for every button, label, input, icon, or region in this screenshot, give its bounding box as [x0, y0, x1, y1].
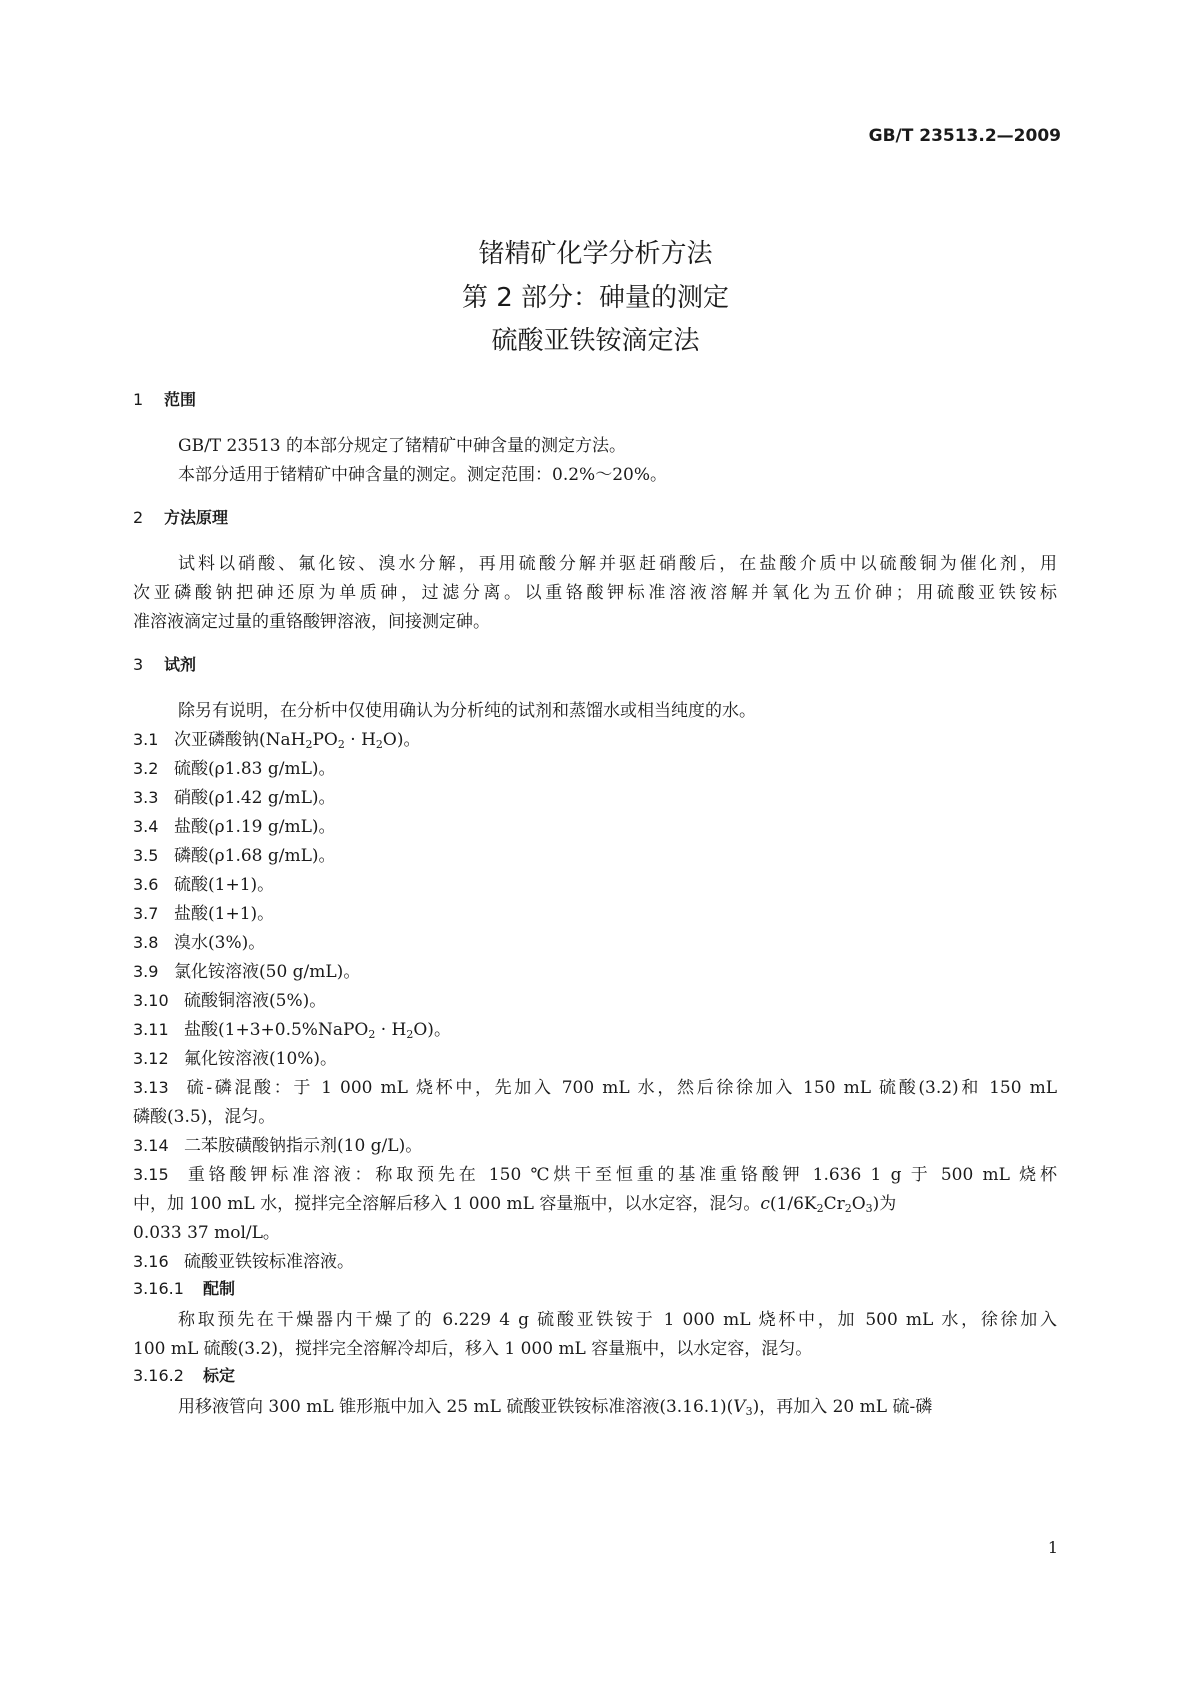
section-2-line-1: 试料以硝酸、氟化铵、溴水分解，再用硫酸分解并驱赶硝酸后，在盐酸介质中以硫酸铜为催化剂，用 — [178, 554, 1057, 574]
reagent-item: 3.7 盐酸(1+1)。 — [133, 904, 275, 924]
section-2-line-3: 准溶液滴定过量的重铬酸钾溶液，间接测定砷。 — [133, 612, 490, 632]
reagent-item: 3.2 硫酸(ρ1.83 g/mL)。 — [133, 759, 336, 779]
section-1-paragraph-1: GB/T 23513 的本部分规定了锗精矿中砷含量的测定方法。 — [178, 436, 627, 456]
document-title-line-2: 第 2 部分：砷量的测定 — [461, 283, 730, 313]
reagent-item: 3.5 磷酸(ρ1.68 g/mL)。 — [133, 846, 336, 866]
subsection-3-16-2-heading: 3.16.2 标定 — [133, 1366, 236, 1385]
reagent-item: 3.8 溴水(3%)。 — [133, 933, 266, 953]
reagent-item: 3.16 硫酸亚铁铵标准溶液。 — [133, 1252, 354, 1272]
reagent-item-continuation: 磷酸(3.5)，混匀。 — [133, 1107, 276, 1127]
standard-code: GB/T 23513.2—2009 — [868, 126, 1061, 146]
reagent-item: 3.6 硫酸(1+1)。 — [133, 875, 275, 895]
subsection-3-16-1-line-1: 称取预先在干燥器内干燥了的 6.229 4 g 硫酸亚铁铵于 1 000 mL 烧杯中，加 500 mL 水，徐徐加入 — [178, 1310, 1057, 1330]
document-title-line-1: 锗精矿化学分析方法 — [478, 239, 713, 269]
reagent-item: 3.9 氯化铵溶液(50 g/mL)。 — [133, 962, 361, 982]
reagent-item: 3.14 二苯胺磺酸钠指示剂(10 g/L)。 — [133, 1136, 423, 1156]
subsection-3-16-1-line-2: 100 mL 硫酸(3.2)，搅拌完全溶解冷却后，移入 1 000 mL 容量瓶中，以水定容，混匀。 — [133, 1339, 813, 1359]
subsection-3-16-1-heading: 3.16.1 配制 — [133, 1279, 236, 1298]
reagent-item: 3.3 硝酸(ρ1.42 g/mL)。 — [133, 788, 336, 808]
reagent-item: 3.12 氟化铵溶液(10%)。 — [133, 1049, 338, 1069]
section-3-heading: 3 试剂 — [133, 655, 197, 674]
reagent-item: 3.13 硫-磷混酸：于 1 000 mL 烧杯中，先加入 700 mL 水，然后徐徐加入 150 mL 硫酸(3.2)和 150 mL — [133, 1078, 1057, 1098]
page-number: 1 — [1047, 1538, 1058, 1557]
reagent-item: 3.10 硫酸铜溶液(5%)。 — [133, 991, 327, 1011]
reagent-item: 3.15 重铬酸钾标准溶液：称取预先在 150 ℃烘干至恒重的基准重铬酸钾 1.636 1 g 于 500 mL 烧杯 — [133, 1165, 1057, 1185]
reagent-item: 3.11 盐酸(1+3+0.5%NaPO$_2$ · $H_2O$)。 — [133, 1020, 451, 1041]
subsection-3-16-2-line-1: 用移液管向 300 mL 锥形瓶中加入 25 mL 硫酸亚铁铵标准溶液$(3.16.1)(V_3)$，再加入 20 mL 硫-磷 — [178, 1397, 933, 1418]
reagent-item: 3.1 次亚磷酸钠$(NaH_2PO_2 \cdot H_2O)$。 — [133, 730, 421, 751]
reagent-item-continuation: 中，加 100 mL 水，搅拌完全溶解后移入 1 000 mL 容量瓶中，以水定容，混匀。$c(1/6K_2Cr_2O_3)$为 — [133, 1194, 897, 1215]
reagent-item-continuation: 0.033 37 mol/L。 — [133, 1223, 280, 1243]
section-3-intro: 除另有说明，在分析中仅使用确认为分析纯的试剂和蒸馏水或相当纯度的水。 — [178, 701, 756, 721]
section-2-line-2: 次亚磷酸钠把砷还原为单质砷，过滤分离。以重铬酸钾标准溶液溶解并氧化为五价砷；用硫酸亚铁铵标 — [133, 583, 1057, 603]
document-title-line-3: 硫酸亚铁铵滴定法 — [491, 326, 700, 356]
section-1-heading: 1 范围 — [133, 390, 197, 409]
section-1-paragraph-2: 本部分适用于锗精矿中砷含量的测定。测定范围：0.2%～20%。 — [178, 465, 667, 485]
section-2-heading: 2 方法原理 — [133, 508, 229, 527]
reagent-item: 3.4 盐酸(ρ1.19 g/mL)。 — [133, 817, 336, 837]
